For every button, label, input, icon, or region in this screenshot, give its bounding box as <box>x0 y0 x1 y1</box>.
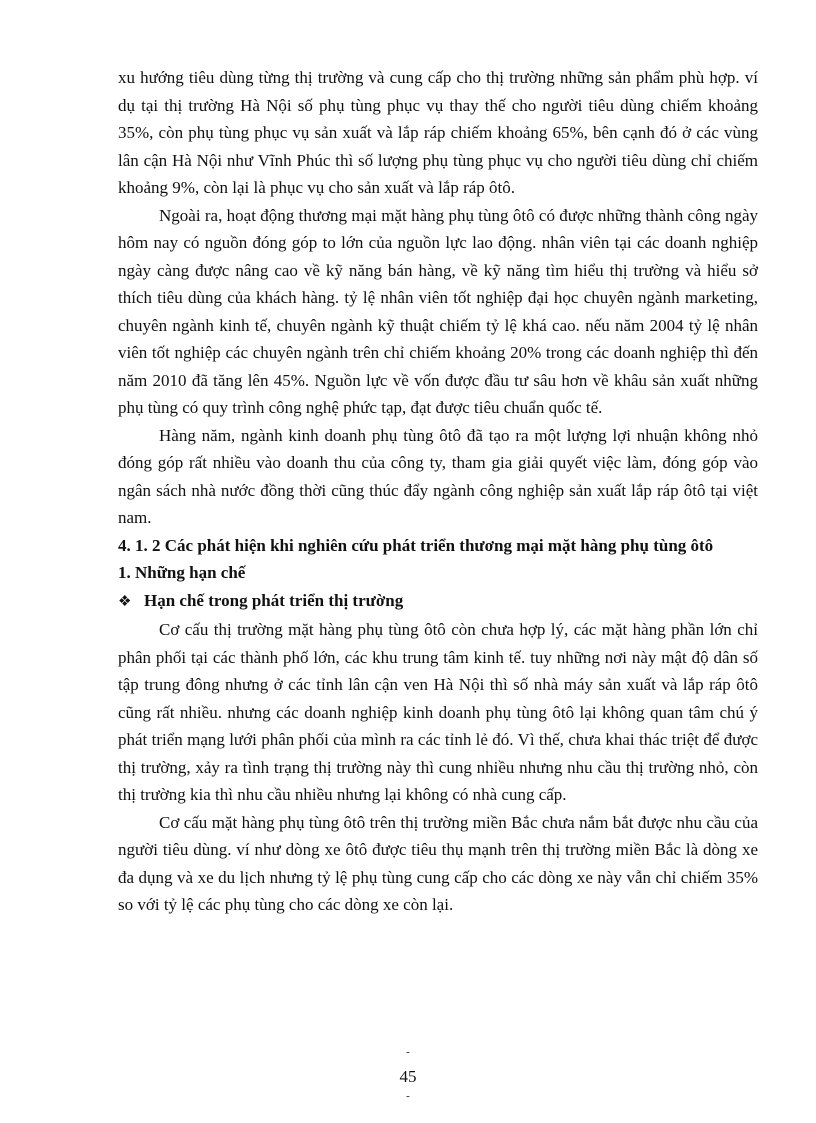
diamond-bullet-icon: ❖ <box>118 593 132 610</box>
document-body <box>118 64 758 919</box>
bullet-heading <box>118 587 758 617</box>
paragraph-product-structure: Cơ cấu mặt hàng phụ tùng ôtô trên thị trường miền Bắc chưa nắm bắt được nhu cầu của người tiêu dùng. ví như dòng xe ôtô được tiêu thụ mạnh trên thị trường miền Bắc là dòng xe đa dụng và xe du lịch nhưng tỷ lệ phụ tùng cung cấp cho các dòng xe này vẫn chỉ chiếm 35% so với tỷ lệ các phụ tùng cho các dòng xe còn lại. <box>118 812 758 914</box>
footer-dash-top: - <box>406 1046 410 1058</box>
section-heading: 4. 1. 2 Các phát hiện khi nghiên cứu phát triển thương mại mặt hàng phụ tùng ôtô <box>118 535 714 555</box>
bullet-heading-text: Hạn chế trong phát triển thị trường <box>144 590 404 610</box>
footer-dash-bottom: - <box>406 1090 410 1102</box>
paragraph-market-structure: Cơ cấu thị trường mặt hàng phụ tùng ôtô còn chưa hợp lý, các mặt hàng phần lớn chỉ phân phối tại các thành phố lớn, các khu trung tâm kinh tế. tuy những nơi này mật độ dân số tập trung đông nhưng ở các tỉnh lân cận ven Hà Nội thì số nhà máy sản xuất và lắp ráp ôtô cũng rất nhiều. nhưng các doanh nghiệp kinh doanh phụ tùng ôtô lại không quan tâm chú ý phát triển mạng lưới phân phối của mình ra các tỉnh lẻ đó. Vì thế, chưa khai thác triệt để được thị trường, xảy ra tình trạng thị trường này thì cung nhiều nhưng nhu cầu thị trường nhỏ, còn thị trường kia thì nhu cầu nhiều nhưng lại không có nhà cung cấp. <box>118 620 758 804</box>
paragraph-annual-profit: Hàng năm, ngành kinh doanh phụ tùng ôtô đã tạo ra một lượng lợi nhuận không nhỏ đóng góp rất nhiều vào doanh thu của công ty, tham gia giải quyết việc làm, đóng góp vào ngân sách nhà nước đồng thời cũng thúc đẩy ngành công nghiệp sản xuất lắp ráp ôtô tại việt nam. <box>118 425 758 527</box>
subsection-heading: 1. Những hạn chế <box>118 563 246 582</box>
paragraph-human-resources: Ngoài ra, hoạt động thương mại mặt hàng phụ tùng ôtô có được những thành công ngày hôm nay có nguồn đóng góp to lớn của nguồn lực lao động. nhân viên tại các doanh nghiệp ngày càng được nâng cao về kỹ năng bán hàng, về kỹ năng tìm hiểu thị trường và hiểu sở thích tiêu dùng của khách hàng. tỷ lệ nhân viên tốt nghiệp đại học chuyên ngành marketing, chuyên ngành kinh tế, chuyên ngành kỹ thuật chiếm tỷ lệ khá cao. nếu năm 2004 tỷ lệ nhân viên tốt nghiệp các chuyên ngành trên chỉ chiếm khoảng 20% trong các doanh nghiệp thì đến năm 2010 đã tăng lên 45%. Nguồn lực về vốn được đầu tư sâu hơn về khâu sản xuất những phụ tùng có quy trình công nghệ phức tạp, đạt được tiêu chuẩn quốc tế. <box>118 205 758 417</box>
paragraph-market-trends: xu hướng tiêu dùng từng thị trường và cung cấp cho thị trường những sản phẩm phù hợp. ví dụ tại thị trường Hà Nội số phụ tùng phục vụ thay thế cho người tiêu dùng chiếm khoảng 35%, còn phụ tùng phục vụ sản xuất và lắp ráp chiếm khoảng 65%, bên cạnh đó ở các vùng lân cận Hà Nội như Vĩnh Phúc thì số lượng phụ tùng phục vụ cho người tiêu dùng chỉ chiếm khoảng 9%, còn lại là phục vụ cho sản xuất và lắp ráp ôtô. <box>118 68 758 197</box>
page-number: 45 <box>399 1067 417 1086</box>
